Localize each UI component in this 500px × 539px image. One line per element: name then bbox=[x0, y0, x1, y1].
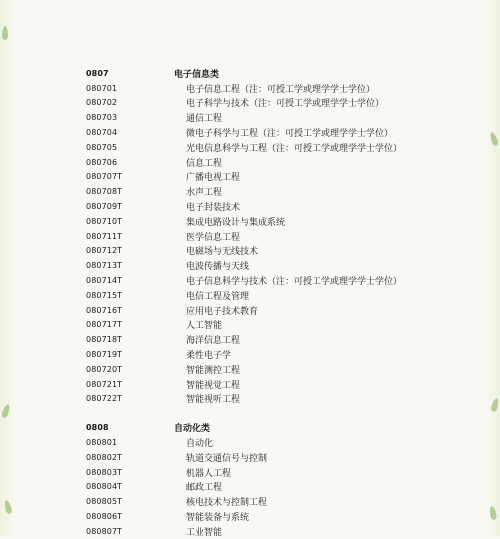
major-name: 柔性电子学 bbox=[186, 351, 232, 362]
major-name: 电子信息科学与技术（注：可授工学或理学学士学位） bbox=[186, 277, 403, 288]
major-name: 电子信息工程（注：可授工学或理学学士学位） bbox=[186, 84, 376, 95]
major-code: 080720T bbox=[86, 364, 123, 374]
major-code: 080706 bbox=[86, 157, 118, 167]
major-code: 080711T bbox=[86, 231, 123, 241]
major-name: 邮政工程 bbox=[186, 483, 223, 494]
major-name: 通信工程 bbox=[186, 114, 223, 125]
list-item bbox=[86, 465, 426, 480]
major-code: 080709T bbox=[86, 202, 123, 212]
list-item bbox=[86, 332, 426, 347]
list-item bbox=[86, 214, 426, 229]
group-name: 自动化类 bbox=[174, 424, 211, 435]
major-code: 080801 bbox=[86, 438, 118, 448]
major-name: 自动化 bbox=[186, 439, 214, 450]
group-name: 电子信息类 bbox=[174, 69, 220, 80]
major-name: 智能装备与系统 bbox=[186, 513, 250, 523]
list-item bbox=[86, 184, 426, 199]
major-code: 080717T bbox=[86, 320, 123, 330]
major-name: 信息工程 bbox=[186, 158, 223, 169]
major-code: 080802T bbox=[86, 452, 123, 462]
major-code: 080703 bbox=[86, 113, 118, 123]
major-name: 海洋信息工程 bbox=[186, 336, 241, 347]
group-spacer bbox=[86, 406, 426, 420]
list-item bbox=[86, 494, 426, 509]
list-item bbox=[86, 392, 426, 407]
list-item bbox=[86, 199, 426, 214]
major-name: 人工智能 bbox=[186, 321, 223, 332]
list-item bbox=[86, 377, 426, 392]
major-name: 智能视听工程 bbox=[186, 395, 241, 406]
major-code: 080701 bbox=[86, 83, 118, 93]
group-header-0808 bbox=[86, 420, 426, 435]
major-name: 机器人工程 bbox=[186, 468, 232, 479]
list-item bbox=[86, 288, 426, 303]
list-item bbox=[86, 244, 426, 259]
list-item bbox=[86, 318, 426, 333]
list-item bbox=[86, 110, 426, 125]
major-name: 电磁场与无线技术 bbox=[186, 247, 259, 258]
major-code: 080807T bbox=[86, 526, 123, 536]
list-item bbox=[86, 450, 426, 465]
major-code: 080713T bbox=[86, 261, 123, 271]
major-name: 微电子科学与工程（注：可授工学或理学学士学位） bbox=[186, 129, 394, 140]
list-item bbox=[86, 258, 426, 273]
major-code: 080715T bbox=[86, 290, 123, 300]
major-code: 080721T bbox=[86, 379, 123, 389]
major-code: 080702 bbox=[86, 98, 118, 108]
major-code: 080710T bbox=[86, 216, 123, 226]
major-code: 080716T bbox=[86, 305, 123, 315]
major-name: 集成电路设计与集成系统 bbox=[186, 217, 286, 228]
major-name: 应用电子技术教育 bbox=[186, 306, 259, 317]
list-item bbox=[86, 347, 426, 362]
major-name: 医学信息工程 bbox=[186, 232, 241, 243]
page-left-border bbox=[0, 0, 14, 536]
major-name: 工业智能 bbox=[186, 527, 223, 538]
major-code: 080803T bbox=[86, 467, 123, 477]
major-name: 核电技术与控制工程 bbox=[186, 498, 268, 509]
major-code: 080714T bbox=[86, 276, 123, 286]
list-item bbox=[86, 229, 426, 244]
major-code: 080806T bbox=[86, 512, 123, 521]
major-code: 080704 bbox=[86, 128, 118, 138]
major-name: 光电信息科学与工程（注：可授工学或理学学士学位） bbox=[186, 143, 403, 154]
major-code: 080718T bbox=[86, 335, 123, 345]
major-code: 080804T bbox=[86, 482, 123, 492]
major-name: 电波传播与天线 bbox=[186, 262, 250, 273]
major-code: 080707T bbox=[86, 172, 123, 182]
leaf-decoration-icon bbox=[2, 26, 8, 40]
list-item bbox=[86, 125, 426, 140]
major-name: 电信工程及管理 bbox=[186, 291, 250, 302]
major-code: 080719T bbox=[86, 350, 123, 360]
list-item bbox=[86, 273, 426, 288]
major-name: 电子封装技术 bbox=[186, 203, 241, 214]
major-code: 080805T bbox=[86, 497, 123, 507]
page-right-border bbox=[486, 0, 500, 536]
major-code: 080712T bbox=[86, 246, 123, 256]
list-item bbox=[86, 96, 426, 111]
major-code: 080708T bbox=[86, 187, 123, 197]
list-item bbox=[86, 435, 426, 450]
group-code: 0807 bbox=[86, 68, 109, 78]
major-name: 智能测控工程 bbox=[186, 365, 241, 376]
major-name: 轨道交通信号与控制 bbox=[186, 453, 268, 464]
major-code: 080705 bbox=[86, 142, 118, 152]
list-item bbox=[86, 140, 426, 155]
list-item bbox=[86, 362, 426, 377]
list-item bbox=[86, 524, 426, 539]
group-code: 0808 bbox=[86, 423, 109, 433]
list-item bbox=[86, 480, 426, 495]
major-catalog-list bbox=[86, 66, 426, 539]
list-item bbox=[86, 170, 426, 185]
major-name: 广播电视工程 bbox=[186, 173, 241, 184]
major-name: 水声工程 bbox=[186, 188, 223, 199]
list-item bbox=[86, 303, 426, 318]
list-item bbox=[86, 155, 426, 170]
major-name: 智能视觉工程 bbox=[186, 380, 241, 391]
major-name: 电子科学与技术（注：可授工学或理学学士学位） bbox=[186, 99, 385, 110]
major-code: 080722T bbox=[86, 394, 123, 404]
list-item bbox=[86, 81, 426, 96]
list-item bbox=[86, 509, 426, 524]
group-header-0807 bbox=[86, 66, 426, 81]
